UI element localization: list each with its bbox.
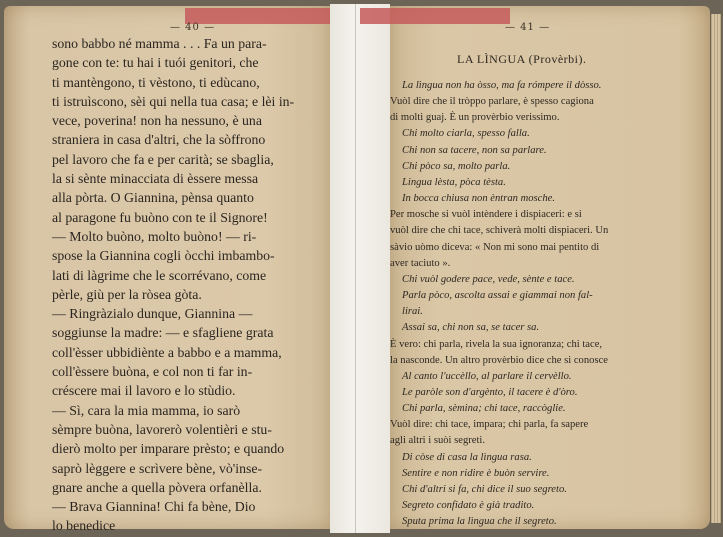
text-line: Vuòl dire: chi tace, impara; chi parla, fa sapere: [390, 419, 589, 431]
text-line: Chi vuòl godere pace, vede, sènte e tace.: [402, 273, 575, 285]
text-line: — Ringràzialo dunque, Giannina —: [52, 306, 253, 322]
text-line: Parla pòco, ascolta assai e giammai non fal-: [402, 290, 593, 302]
text-line: Di còse di casa la lìngua rasa.: [402, 451, 532, 463]
text-line: aver taciuto ».: [390, 257, 451, 269]
text-line: pèrle, giù per la ròsea gòta.: [52, 286, 202, 302]
text-line: — Sì, cara la mia mamma, io sarò: [52, 402, 241, 418]
text-line: — Molto buòno, molto buòno! — ri-: [52, 228, 257, 244]
red-tape-right: [360, 8, 510, 24]
text-line: In bocca chiusa non èntran mosche.: [402, 193, 555, 205]
page-edges: [711, 14, 721, 523]
text-line: la si sènte minacciata di èssere messa: [52, 171, 259, 187]
right-page-text: [390, 78, 690, 530]
text-line: È vero: chi parla, rivela la sua ignoranza; chi tace,: [390, 338, 603, 350]
text-line: soggiunse la madre: — e sfagliene grata: [52, 325, 274, 341]
text-line: Vuòl dire che il tròppo parlare, è spesso cagiona: [390, 96, 594, 108]
text-line: pel lavoro che fa e per carità; se sbaglia,: [52, 151, 274, 167]
text-line: Segreto confidato è già tradito.: [402, 500, 535, 512]
text-line: sàvio uòmo diceva: « Non mi sono mai pentito di: [390, 241, 600, 253]
text-line: dierò molto per imparare prèsto; e quando: [52, 441, 285, 457]
text-line: gnare anche a quella pòvera orfanèlla.: [52, 479, 262, 495]
text-line: Le paròle son d'argènto, il tacere è d'òro.: [402, 386, 578, 398]
text-line: gone con te: tu hai i tuói genitori, che: [52, 55, 259, 71]
text-line: al paragone fu buòno con te il Signore!: [52, 209, 268, 225]
text-line: lo benedice: [52, 518, 116, 534]
gutter-fold: [355, 4, 356, 533]
text-line: Chi pòco sa, molto parla.: [402, 160, 511, 172]
text-line: ti istruìscono, sèi qui nella tua casa; e lèi in-: [52, 93, 295, 109]
text-line: Al canto l'uccèllo, al parlare il cervèllo.: [402, 370, 572, 382]
right-page-number: — 41 —: [505, 22, 551, 33]
left-page-number: — 40 —: [170, 22, 216, 33]
text-line: sèmpre buòna, lavorerò volentièri e stu-: [52, 421, 272, 437]
text-line: lirai.: [402, 306, 423, 318]
text-line: ti mantèngono, ti vèstono, ti edùcano,: [52, 74, 260, 90]
book-gutter: [330, 4, 390, 533]
text-line: Chi d'altri si fa, chi dice il suo segreto.: [402, 483, 567, 495]
text-line: vece, poverina! non ha nessuno, è una: [52, 113, 262, 129]
text-line: Chi parla, sèmina; chi tace, raccòglie.: [402, 403, 566, 415]
text-line: alla pòrta. O Giannina, pènsa quanto: [52, 190, 254, 206]
text-line: di molti guaj. È un provèrbio verissimo.: [390, 112, 560, 124]
text-line: lati di làgrime che le scorrévano, come: [52, 267, 267, 283]
text-line: — Brava Giannina! Chi fa bène, Dio: [52, 499, 256, 515]
text-line: sono babbo né mamma . . . Fa un para-: [52, 36, 267, 51]
text-line: Lingua lèsta, pòca tèsta.: [402, 176, 506, 188]
text-line: Chi non sa tacere, non sa parlare.: [402, 144, 547, 156]
text-line: vuòl dire che chi tace, schiverà molti dispiaceri. Un: [390, 225, 609, 237]
text-line: saprò lèggere e scrìvere bène, vò'inse-: [52, 460, 263, 476]
text-line: Sputa prima la lìngua che il segreto.: [402, 516, 557, 528]
text-line: La lìngua non ha òsso, ma fa rómpere il dòsso.: [402, 80, 602, 91]
text-line: Assai sa, chi non sa, se tacer sa.: [402, 322, 540, 334]
text-line: coll'èsser ubbidiènte a babbo e a mamma,: [52, 344, 282, 360]
right-page-title: LA LÌNGUA (Provèrbi).: [457, 52, 587, 66]
text-line: créscere mai il lavoro e lo stùdio.: [52, 383, 236, 399]
text-line: Sentire e non ridire è buòn servire.: [402, 467, 550, 479]
text-line: spose la Giannina cogli òcchi imbambo-: [52, 248, 275, 264]
text-line: agli altri i suòi segreti.: [390, 435, 486, 447]
text-line: straniera in casa d'altri, che la sòffrono: [52, 132, 266, 148]
text-line: coll'èssere buòna, e col non ti far in-: [52, 364, 253, 380]
text-line: la nasconde. Un altro provèrbio dice che si conosce: [390, 354, 608, 366]
text-line: Per mosche si vuòl intèndere i dispiaceri: e si: [390, 209, 582, 221]
text-line: Chi molto ciarla, spesso falla.: [402, 128, 530, 140]
left-page-text: [52, 34, 327, 536]
